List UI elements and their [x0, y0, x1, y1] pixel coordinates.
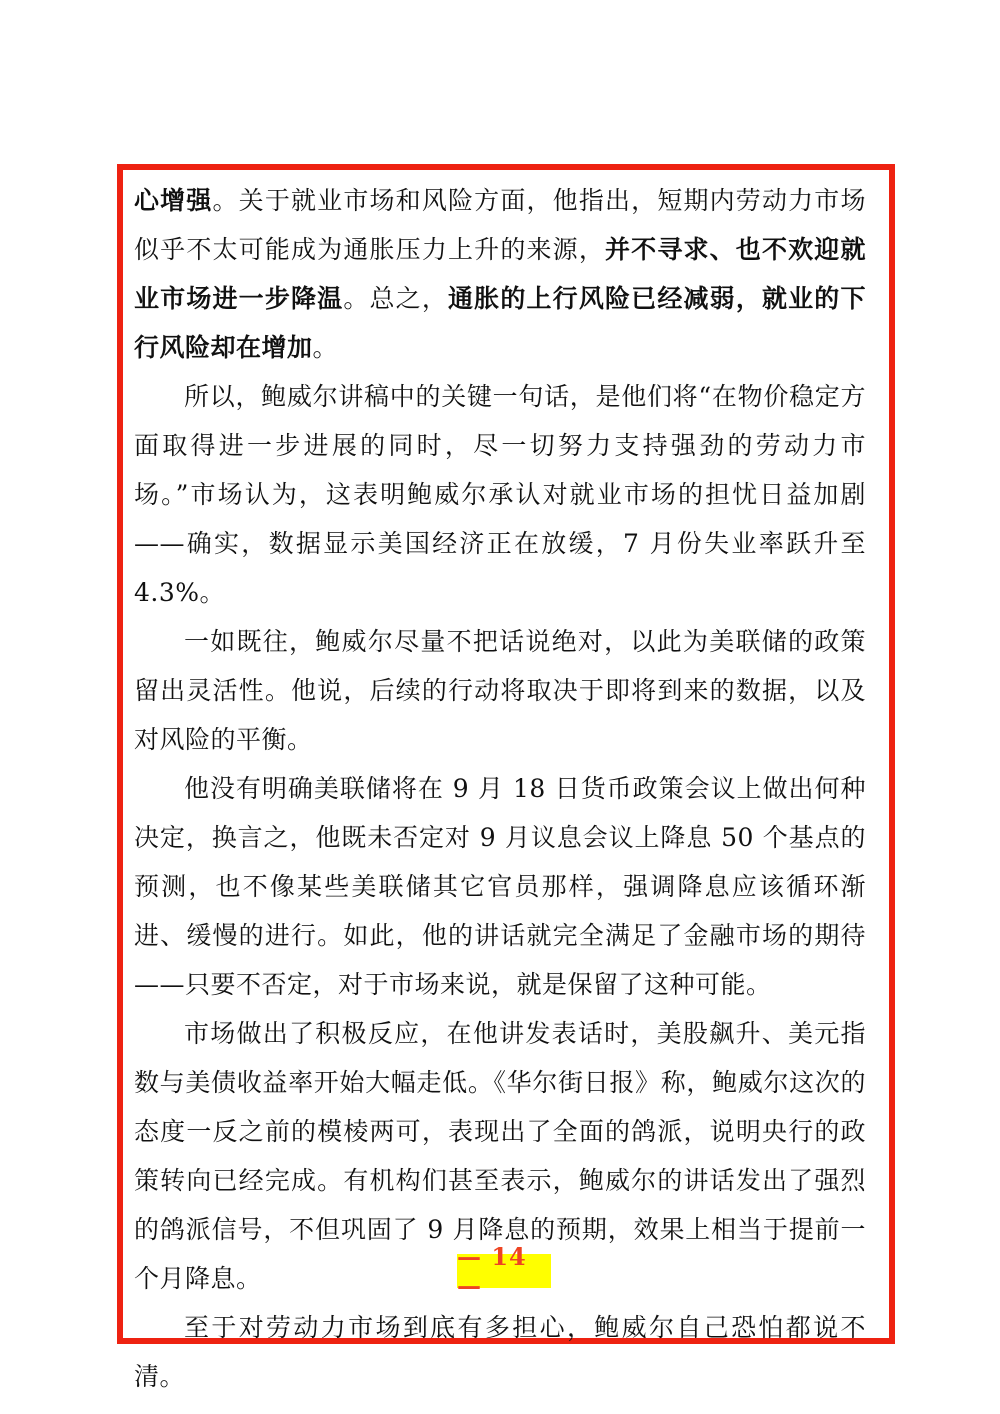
paragraph — [134, 1303, 866, 1401]
text-segment: 。关于就业市场和风险方面，他指出，短期内劳动力市场似乎不太可能成为通胀压力上升的来源， — [134, 186, 866, 264]
text-segment: 他没有明确美联储将在 9 月 18 日货币政策会议上做出何种决定，换言之，他既未否定对 9 月议息会议上降息 50 个基点的预测，也不像某些美联储其它官员那样，强调降息应该循环渐进、缓慢的进行。如此，他的讲话就完全满足了金融市场的期待——只要不否定，对于市场来说，就是保留了这种可能。 — [134, 774, 866, 999]
paragraph — [134, 617, 866, 764]
text-segment: 所以，鲍威尔讲稿中的关键一句话，是他们将“在物价稳定方面取得进一步进展的同时，尽一切努力支持强劲的劳动力市场。”市场认为，这表明鲍威尔承认对就业市场的担忧日益加剧——确实，数据显示美国经济正在放缓，7 月份失业率跃升至 4.3%。 — [134, 382, 866, 607]
text-segment: 市场做出了积极反应，在他讲发表话时，美股飙升、美元指数与美债收益率开始大幅走低。《华尔街日报》称，鲍威尔这次的态度一反之前的模棱两可，表现出了全面的鸽派，说明央行的政策转向已经完成。有机构们甚至表示，鲍威尔的讲话发出了强烈的鸽派信号，不但巩固了 9 月降息的预期，效果上相当于提前一个月降息。 — [134, 1019, 866, 1293]
bold-text-segment: 并不寻求、也不欢迎就业市场进一步降温 — [134, 235, 866, 313]
page-number: — 14 — — [457, 1254, 551, 1288]
text-segment: 一如既往，鲍威尔尽量不把话说绝对，以此为美联储的政策留出灵活性。他说，后续的行动将取决于即将到来的数据，以及对风险的平衡。 — [134, 627, 866, 754]
article-body — [134, 176, 866, 1401]
paragraph — [134, 764, 866, 1009]
text-segment: 。 — [312, 333, 339, 362]
paragraph — [134, 176, 866, 372]
text-segment: 。总之， — [343, 284, 448, 313]
text-segment: 至于对劳动力市场到底有多担心，鲍威尔自己恐怕都说不清。 — [134, 1313, 866, 1391]
bold-text-segment: 通胀的上行风险已经减弱，就业的下行风险却在增加 — [134, 284, 866, 362]
paragraph — [134, 372, 866, 617]
bold-text-segment: 心增强 — [134, 186, 213, 215]
